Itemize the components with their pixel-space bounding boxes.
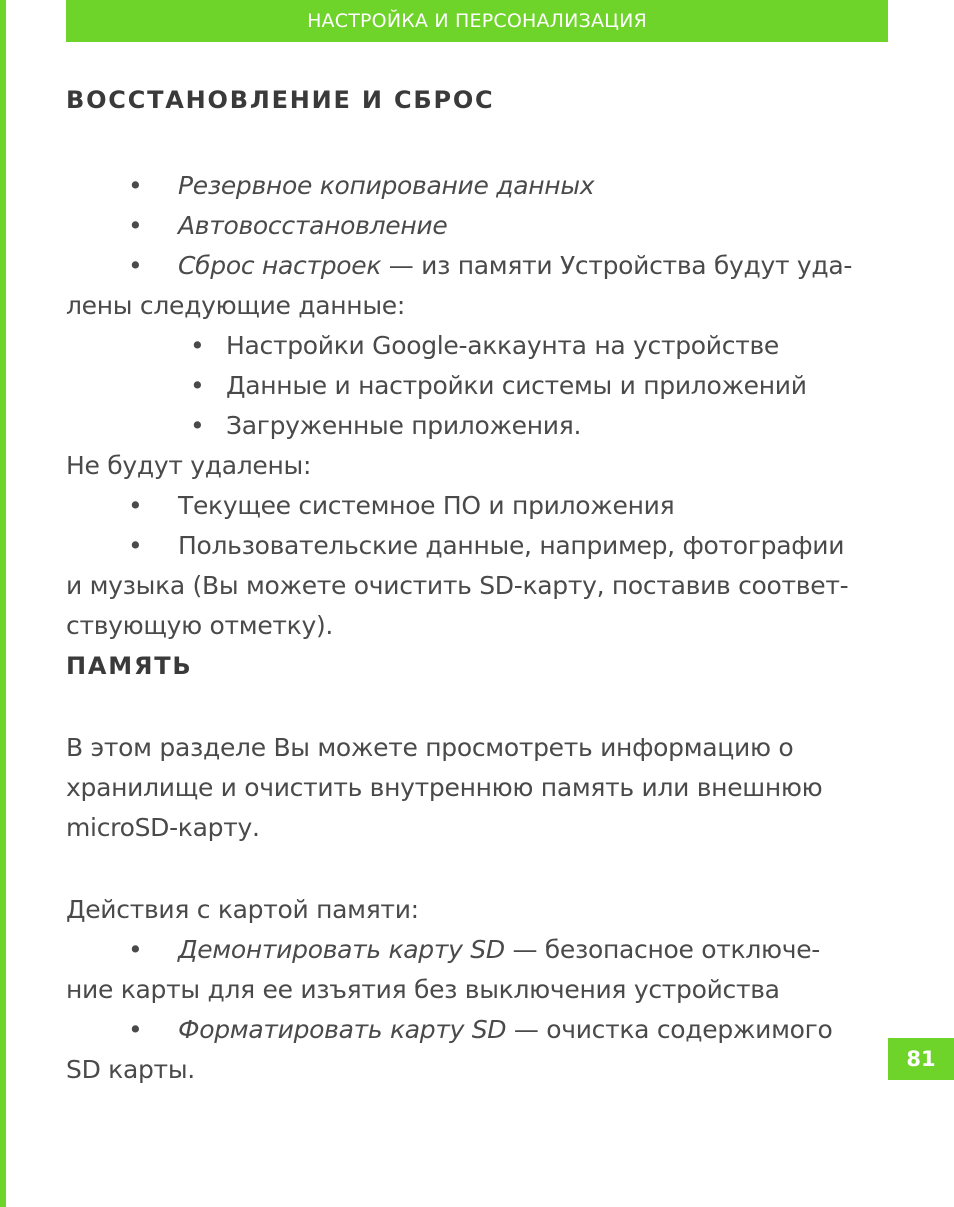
format-desc-cont: SD карты. <box>66 1055 195 1084</box>
bullet: • <box>128 531 143 560</box>
memory-intro: microSD-карту. <box>66 813 260 842</box>
bullet: • <box>128 491 143 520</box>
bullet: • <box>128 251 143 280</box>
list-item-text: Загруженные приложения. <box>226 411 582 440</box>
bullet: • <box>128 935 143 964</box>
left-accent-bar <box>0 0 6 1207</box>
not-deleted-label: Не будут удалены: <box>66 451 312 480</box>
page-number: 81 <box>888 1038 954 1080</box>
bullet: • <box>128 1015 143 1044</box>
list-item-text-cont: и музыка (Вы можете очистить SD-карту, поставив соответ- <box>66 571 849 600</box>
bullet: • <box>128 211 143 240</box>
bullet: • <box>128 171 143 200</box>
format-desc: — очистка содержимого <box>506 1015 833 1044</box>
unmount-term: Демонтировать карту SD <box>178 935 505 964</box>
factory-reset-desc-cont: лены следующие данные: <box>66 291 405 320</box>
unmount-desc: — безопасное отключе- <box>504 935 821 964</box>
bullet: • <box>190 371 205 400</box>
list-item-text: Данные и настройки системы и приложений <box>226 371 807 400</box>
actions-label: Действия с картой памяти: <box>66 895 419 924</box>
unmount-desc-cont: ние карты для ее изъятия без выключения устройства <box>66 975 780 1004</box>
section-heading-memory: ПАМЯТЬ <box>66 652 193 680</box>
section-heading-reset: ВОССТАНОВЛЕНИЕ И СБРОС <box>66 86 495 114</box>
list-item-text: Автовосстановление <box>178 211 448 240</box>
chapter-header: НАСТРОЙКА И ПЕРСОНАЛИЗАЦИЯ <box>66 0 888 42</box>
list-item-text: Настройки Google-аккаунта на устройстве <box>226 331 779 360</box>
list-item-text: Резервное копирование данных <box>178 171 595 200</box>
factory-reset-term: Сброс настроек <box>178 251 382 280</box>
memory-intro: В этом разделе Вы можете просмотреть информацию о <box>66 733 794 762</box>
list-item-text-cont: ствующую отметку). <box>66 611 334 640</box>
bullet: • <box>190 331 205 360</box>
memory-intro: хранилище и очистить внутреннюю память или внешнюю <box>66 773 823 802</box>
list-item-text: Текущее системное ПО и приложения <box>178 491 675 520</box>
list-item-text: Пользовательские данные, например, фотографии <box>178 531 845 560</box>
bullet: • <box>190 411 205 440</box>
factory-reset-desc: — из памяти Устройства будут уда- <box>381 251 853 280</box>
format-term: Форматировать карту SD <box>178 1015 507 1044</box>
